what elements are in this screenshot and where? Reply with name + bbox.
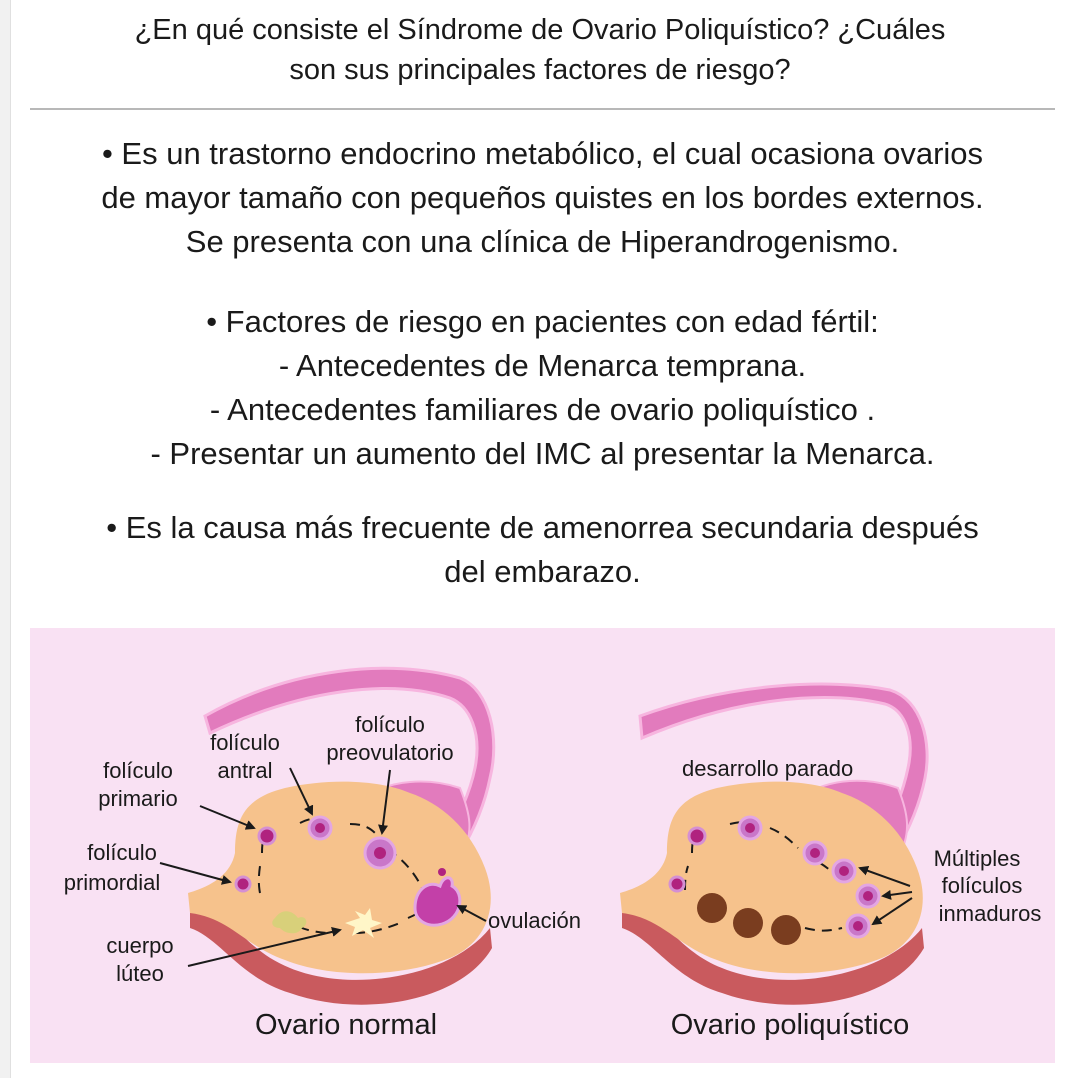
definition-paragraph bbox=[20, 132, 1065, 264]
poly-immature-follicle-core bbox=[853, 921, 863, 931]
polycystic-ovary bbox=[620, 684, 1041, 1041]
risk-factor-line: - Antecedentes de Menarca temprana. bbox=[278, 348, 807, 383]
caption-polycystic-ovary: Ovario poliquístico bbox=[670, 1009, 910, 1041]
follicle-preovulatory-core bbox=[374, 847, 386, 859]
risk-factors-paragraph bbox=[20, 300, 1065, 476]
caption-normal-ovary: Ovario normal bbox=[254, 1009, 438, 1041]
ovary-diagram bbox=[30, 628, 1055, 1063]
amenorrhea-paragraph bbox=[20, 506, 1065, 594]
label-ovulacion: ovulación bbox=[488, 908, 581, 933]
label-folicle-primario-2: primario bbox=[98, 786, 178, 811]
label-folicle-primario-1: folículo bbox=[103, 758, 173, 783]
poly-immature-follicle-core bbox=[863, 891, 873, 901]
arrow-primordial bbox=[160, 863, 230, 882]
amenorrhea-line: • Es la causa más frecuente de amenorrea secundaria después bbox=[106, 510, 979, 545]
poly-follicle-antral-core bbox=[745, 823, 755, 833]
title-line-1: ¿En qué consiste el Síndrome de Ovario Poliquístico? ¿Cuáles bbox=[134, 14, 946, 46]
poly-cyst bbox=[771, 915, 801, 945]
label-folicle-preovulatorio-2: preovulatorio bbox=[326, 740, 454, 765]
page-title bbox=[20, 10, 1060, 90]
label-cuerpo-luteo-2: lúteo bbox=[116, 961, 164, 986]
title-line-2: son sus principales factores de riesgo? bbox=[289, 54, 791, 86]
poly-cyst bbox=[733, 908, 763, 938]
definition-line: de mayor tamaño con pequeños quistes en los bordes externos. bbox=[101, 180, 984, 215]
poly-immature-follicle-core bbox=[810, 848, 820, 858]
follicle-primary bbox=[259, 828, 275, 844]
poly-cyst bbox=[697, 893, 727, 923]
label-folicle-primordial-1: folículo bbox=[87, 840, 157, 865]
label-cuerpo-luteo-1: cuerpo bbox=[106, 933, 174, 958]
poly-follicle-small bbox=[670, 877, 684, 891]
label-folicle-preovulatorio-1: folículo bbox=[355, 712, 425, 737]
risk-factor-line: - Antecedentes familiares de ovario poliquístico . bbox=[209, 392, 876, 427]
divider bbox=[30, 108, 1055, 110]
label-multiples: Múltiples bbox=[933, 846, 1021, 871]
label-desarrollo-parado: desarrollo parado bbox=[682, 756, 854, 781]
normal-ovary bbox=[64, 668, 581, 1041]
label-foliculos: folículos bbox=[941, 873, 1023, 898]
label-folicle-primordial-2: primordial bbox=[63, 870, 161, 895]
risk-factor-line: - Presentar un aumento del IMC al presentar la Menarca. bbox=[150, 436, 935, 471]
definition-line: Se presenta con una clínica de Hiperandrogenismo. bbox=[185, 224, 900, 259]
label-inmaduros: inmaduros bbox=[938, 901, 1042, 926]
released-oocyte bbox=[438, 868, 446, 876]
poly-immature-follicle-core bbox=[839, 866, 849, 876]
follicle-antral-core bbox=[315, 823, 325, 833]
amenorrhea-line: del embarazo. bbox=[444, 554, 641, 589]
poly-follicle-small bbox=[689, 828, 705, 844]
risk-factor-line: • Factores de riesgo en pacientes con edad fértil: bbox=[206, 304, 879, 339]
ovary-diagram-svg bbox=[30, 628, 1055, 1063]
label-folicle-antral-2: antral bbox=[217, 758, 273, 783]
label-folicle-antral-1: folículo bbox=[210, 730, 280, 755]
left-border bbox=[0, 0, 11, 1078]
follicle-primordial bbox=[236, 877, 250, 891]
definition-line: • Es un trastorno endocrino metabólico, el cual ocasiona ovarios bbox=[101, 136, 984, 171]
